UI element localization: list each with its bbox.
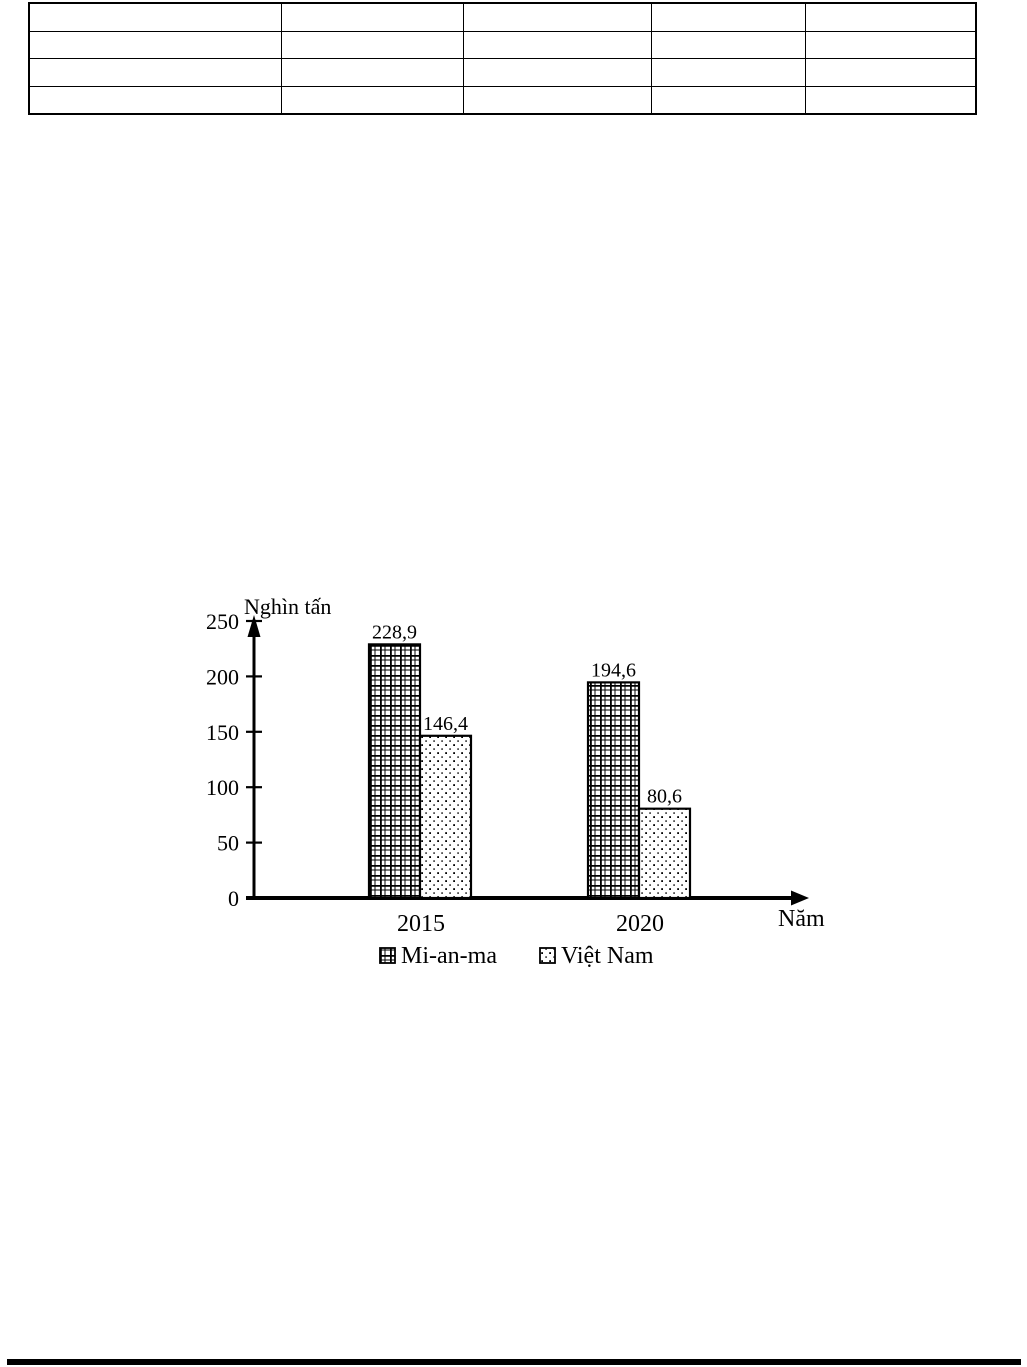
bar-value-label: 228,9	[372, 621, 417, 644]
y-tick-label: 250	[206, 609, 239, 634]
y-tick-label: 150	[206, 719, 239, 745]
y-tick-label: 0	[228, 886, 239, 911]
table-cell	[29, 86, 281, 114]
bar-dots-2015	[420, 736, 471, 898]
table-cell	[281, 86, 463, 114]
y-tick-label: 50	[217, 830, 239, 856]
table-cell	[805, 59, 976, 87]
table-row	[29, 59, 976, 87]
table-cell	[805, 86, 976, 114]
legend-label: Mi-an-ma	[401, 943, 497, 969]
bar-crosshatch-2020	[588, 682, 639, 898]
x-axis-arrow-icon	[791, 891, 809, 906]
footer-rule	[7, 1359, 1021, 1365]
table-cell	[281, 31, 463, 59]
data-table-body	[29, 3, 976, 114]
table-cell	[651, 3, 805, 31]
table-cell	[651, 59, 805, 87]
bar-value-label: 194,6	[591, 659, 636, 682]
legend-swatch-crosshatch	[380, 948, 395, 963]
table-cell	[463, 86, 651, 114]
legend-swatch-dots	[540, 948, 555, 963]
table-row	[29, 86, 976, 114]
y-axis-unit-label: Nghìn tấn	[244, 594, 332, 619]
category-label: 2015	[397, 911, 445, 937]
table-cell	[29, 59, 281, 87]
bar-crosshatch-2015	[369, 644, 420, 898]
legend-label: Việt Nam	[561, 943, 654, 969]
table-cell	[651, 86, 805, 114]
table-cell	[463, 3, 651, 31]
table-cell	[29, 3, 281, 31]
chart-root	[206, 594, 825, 969]
table-cell	[651, 31, 805, 59]
data-table	[28, 2, 977, 115]
x-axis-label: Năm	[778, 906, 825, 932]
table-cell	[463, 59, 651, 87]
category-label: 2020	[616, 911, 664, 937]
table-cell	[805, 3, 976, 31]
table-cell	[805, 31, 976, 59]
table-cell	[281, 3, 463, 31]
table-row	[29, 3, 976, 31]
y-tick-label: 200	[206, 664, 239, 690]
table-cell	[281, 59, 463, 87]
table-row	[29, 31, 976, 59]
table-cell	[29, 31, 281, 59]
y-tick-label: 100	[206, 775, 239, 801]
table-cell	[463, 31, 651, 59]
bar-dots-2020	[639, 809, 690, 898]
bar-value-label: 146,4	[423, 712, 468, 735]
bar-value-label: 80,6	[647, 785, 682, 808]
bar-chart	[180, 575, 860, 985]
